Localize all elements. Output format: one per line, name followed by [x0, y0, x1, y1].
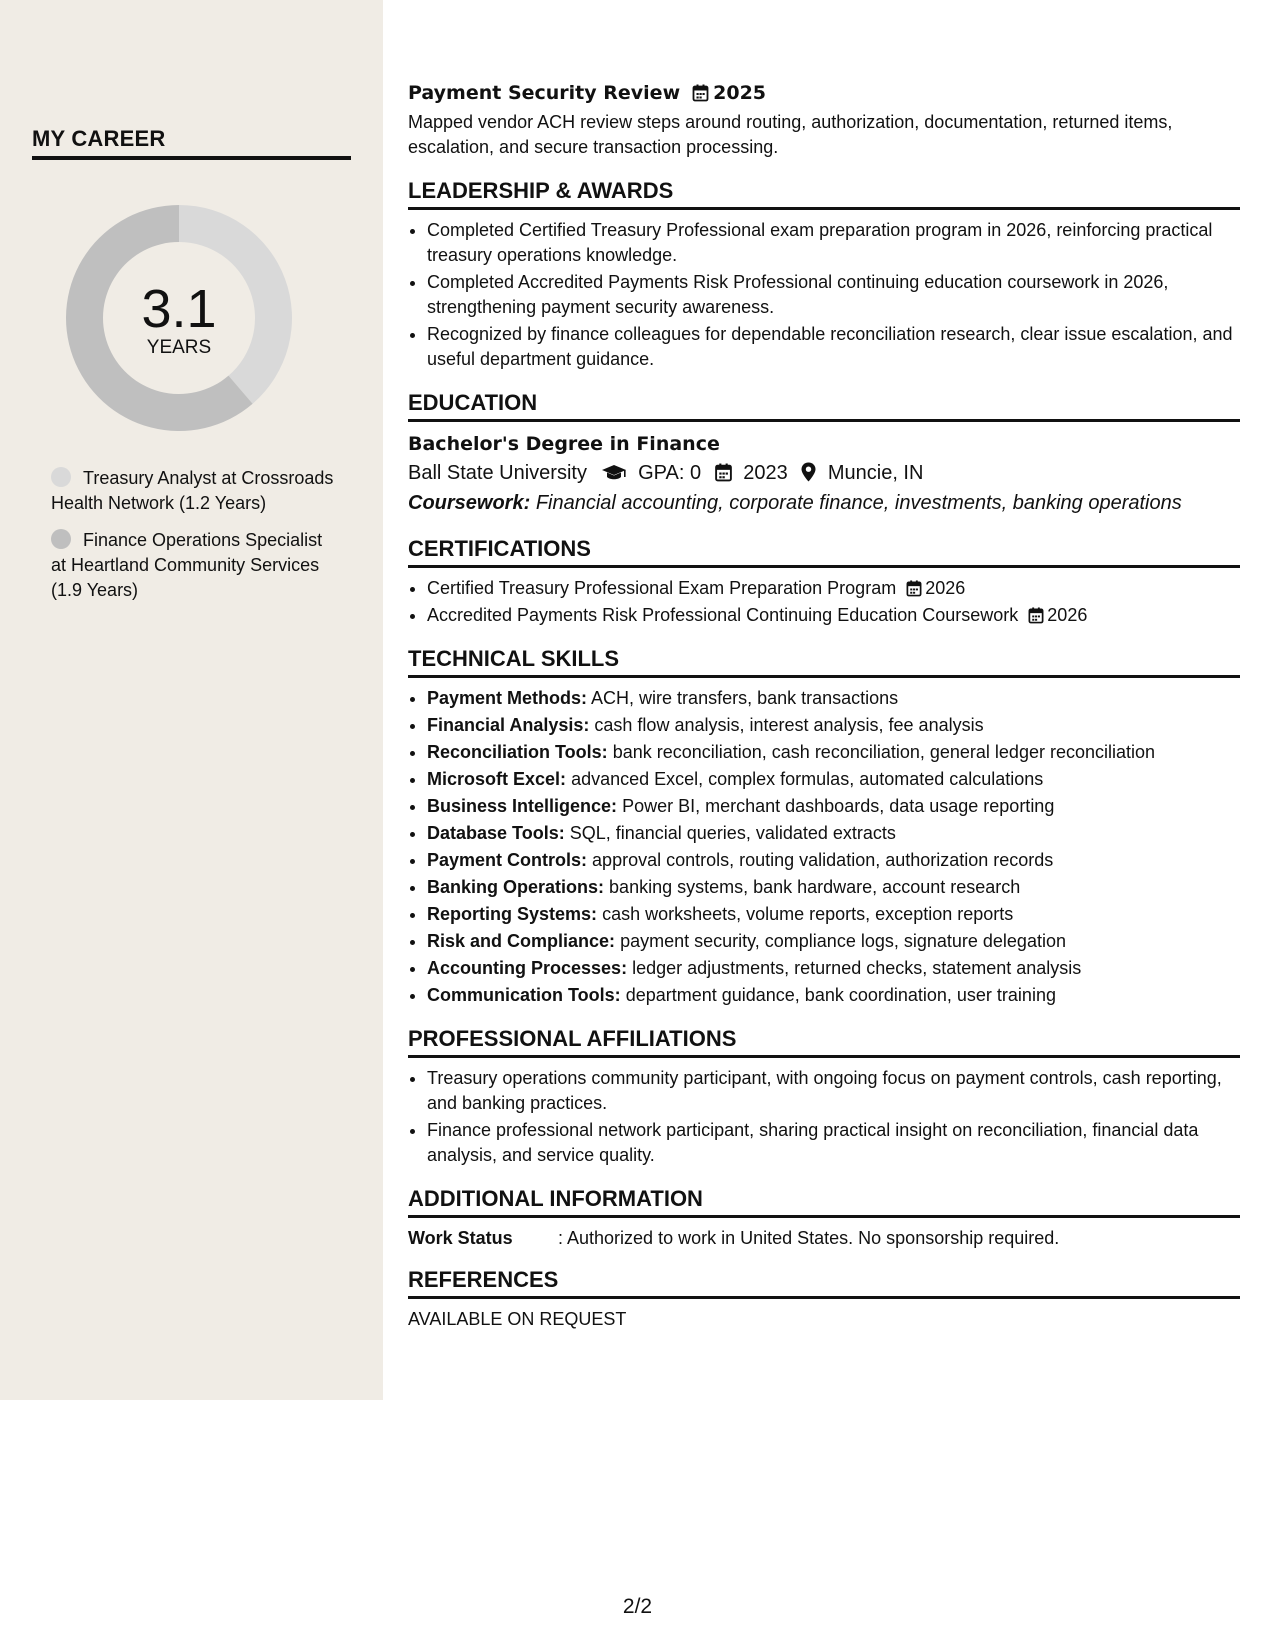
legend-label: Treasury Analyst at Crossroads Health Network (1.2 Years): [51, 468, 334, 513]
skill-label: Communication Tools:: [427, 985, 621, 1005]
skills-list: [408, 686, 1240, 1008]
calendar-icon: [906, 580, 922, 597]
coursework-label: Coursework:: [408, 492, 531, 514]
skill-value: ledger adjustments, returned checks, statement analysis: [632, 958, 1082, 978]
certification-year: 2026: [1047, 605, 1088, 625]
section-title-affiliations: PROFESSIONAL AFFILIATIONS: [408, 1026, 1240, 1058]
list-item: [427, 983, 1240, 1008]
legend-dot-icon: [51, 529, 71, 549]
skill-value: approval controls, routing validation, authorization records: [592, 850, 1054, 870]
skill-value: cash flow analysis, interest analysis, fee analysis: [594, 715, 984, 735]
project-title-line: [408, 78, 1240, 108]
donut-center-value: 3.1: [141, 279, 217, 339]
skill-value: payment security, compliance logs, signature delegation: [620, 931, 1066, 951]
map-pin-icon: [801, 462, 816, 482]
education-location: Muncie, IN: [827, 462, 924, 484]
certification-name: Certified Treasury Professional Exam Preparation Program: [427, 578, 897, 598]
legend-item: [51, 528, 341, 603]
references-text: AVAILABLE ON REQUEST: [408, 1309, 627, 1329]
education-degree: Bachelor's Degree in Finance: [408, 433, 720, 455]
project-description: Mapped vendor ACH review steps around routing, authorization, documentation, returned items, escalation, and secure transaction processing.: [408, 112, 1173, 157]
list-item: • Recognized by finance colleagues for dependable reconciliation research, clear issue escalation, and useful department guidance.: [427, 322, 1240, 372]
coursework-text: Financial accounting, corporate finance, investments, banking operations: [535, 492, 1182, 514]
affiliations-list: [408, 1066, 1240, 1168]
calendar-icon: [692, 84, 709, 102]
donut-center-label: YEARS: [146, 337, 212, 358]
leadership-list: [408, 218, 1240, 372]
skill-value: Power BI, merchant dashboards, data usage reporting: [622, 796, 1055, 816]
list-item: [427, 821, 1240, 846]
skill-label: Financial Analysis:: [427, 715, 590, 735]
list-item: • Finance professional network participant, sharing practical insight on reconciliation, financial data analysis, and service quality.: [427, 1118, 1240, 1168]
certification-year: 2026: [925, 578, 966, 598]
list-item: [427, 686, 1240, 711]
work-status-row: [408, 1228, 1240, 1249]
list-item: [427, 848, 1240, 873]
project-date: 2025: [713, 82, 767, 104]
education-year: 2023: [743, 462, 788, 484]
work-status-value: : Authorized to work in United States. No sponsorship required.: [558, 1228, 1060, 1248]
skill-label: Reconciliation Tools:: [427, 742, 608, 762]
section-title-leadership: LEADERSHIP & AWARDS: [408, 178, 1240, 210]
section-title-skills: TECHNICAL SKILLS: [408, 646, 1240, 678]
list-item: [427, 603, 1240, 628]
legend-label: Finance Operations Specialist at Heartland Community Services (1.9 Years): [51, 530, 323, 600]
section-title-education: EDUCATION: [408, 390, 1240, 422]
list-item: [427, 576, 1240, 601]
skill-label: Risk and Compliance:: [427, 931, 616, 951]
skill-label: Microsoft Excel:: [427, 769, 567, 789]
education-gpa: GPA: 0: [638, 462, 702, 484]
calendar-icon: [1028, 607, 1044, 624]
section-title-additional: ADDITIONAL INFORMATION: [408, 1186, 1240, 1218]
skill-label: Reporting Systems:: [427, 904, 598, 924]
skill-label: Banking Operations:: [427, 877, 605, 897]
skill-value: SQL, financial queries, validated extracts: [569, 823, 896, 843]
main-content: [408, 78, 1240, 1330]
list-item: • Completed Certified Treasury Professional exam preparation program in 2026, reinforcing practical treasury operations knowledge.: [427, 218, 1240, 268]
list-item: [427, 713, 1240, 738]
education-school: Ball State University: [408, 462, 587, 484]
career-title: MY CAREER: [32, 126, 351, 160]
list-item: [427, 740, 1240, 765]
skill-value: department guidance, bank coordination, user training: [625, 985, 1056, 1005]
skill-value: advanced Excel, complex formulas, automated calculations: [571, 769, 1044, 789]
certifications-list: [408, 576, 1240, 628]
list-item: [427, 956, 1240, 981]
skill-value: cash worksheets, volume reports, exception reports: [602, 904, 1014, 924]
project-title: Payment Security Review: [408, 82, 681, 104]
legend-item: [51, 466, 341, 516]
list-item: [427, 767, 1240, 792]
skill-label: Accounting Processes:: [427, 958, 628, 978]
skill-label: Database Tools:: [427, 823, 565, 843]
education-details: [408, 458, 1240, 488]
career-legend: [51, 466, 341, 615]
list-item: [427, 929, 1240, 954]
education-coursework: [408, 488, 1240, 518]
career-donut-chart: [66, 205, 292, 431]
certification-name: Accredited Payments Risk Professional Continuing Education Coursework: [427, 605, 1019, 625]
skill-value: banking systems, bank hardware, account research: [609, 877, 1021, 897]
calendar-icon: [715, 463, 732, 482]
list-item: [427, 902, 1240, 927]
legend-dot-icon: [51, 467, 71, 487]
list-item: • Treasury operations community participant, with ongoing focus on payment controls, cash reporting, and banking practices.: [427, 1066, 1240, 1116]
skill-label: Payment Methods:: [427, 688, 588, 708]
sidebar: [0, 0, 383, 1400]
work-status-label: Work Status: [408, 1228, 513, 1248]
skill-value: bank reconciliation, cash reconciliation, general ledger reconciliation: [612, 742, 1156, 762]
graduation-cap-icon: [601, 464, 627, 482]
page-number: 2/2: [622, 1595, 653, 1618]
section-title-certifications: CERTIFICATIONS: [408, 536, 1240, 568]
skill-value: ACH, wire transfers, bank transactions: [591, 688, 899, 708]
skill-label: Payment Controls:: [427, 850, 588, 870]
list-item: [427, 875, 1240, 900]
list-item: [427, 794, 1240, 819]
skill-label: Business Intelligence:: [427, 796, 618, 816]
section-title-references: REFERENCES: [408, 1267, 1240, 1299]
list-item: • Completed Accredited Payments Risk Professional continuing education coursework in 2026, strengthening payment security awareness.: [427, 270, 1240, 320]
